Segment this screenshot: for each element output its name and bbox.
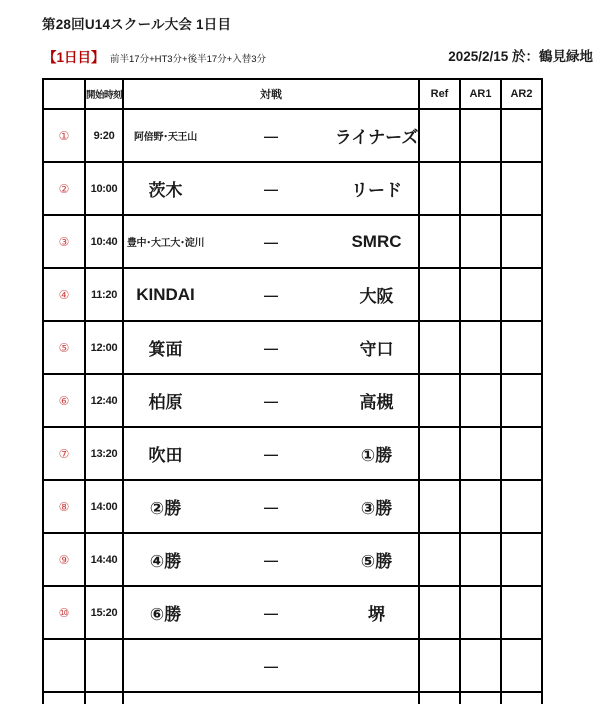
vs-dash: — xyxy=(264,180,278,197)
ar2-cell xyxy=(502,322,543,375)
away-team: ⑤勝 xyxy=(360,552,393,571)
home-team: KINDAI xyxy=(136,284,195,304)
match-wrap xyxy=(124,322,418,373)
vs-dash: — xyxy=(264,392,278,409)
match-number-cell: ⑧ xyxy=(44,481,86,534)
table-row-4 xyxy=(44,269,543,322)
ref-cell xyxy=(420,481,461,534)
schedule-table xyxy=(42,78,543,704)
kickoff-time-cell: 15:20 xyxy=(86,587,124,640)
kickoff-time-cell: 13:20 xyxy=(86,428,124,481)
match-rules: 前半17分+HT3分+後半17分+入替3分 xyxy=(110,54,267,65)
table-header-row xyxy=(44,80,543,110)
ar2-cell xyxy=(502,693,543,704)
home-team: ⑥勝 xyxy=(149,605,182,624)
vs-dash: — xyxy=(264,445,278,462)
match-cell xyxy=(124,216,420,269)
away-team: 高槻 xyxy=(359,393,394,412)
header-number xyxy=(44,80,86,110)
ref-cell xyxy=(420,322,461,375)
match-number-cell: ③ xyxy=(44,216,86,269)
kickoff-time-cell xyxy=(86,640,124,693)
kickoff-time-cell: 10:40 xyxy=(86,216,124,269)
match-cell xyxy=(124,110,420,163)
kickoff-time-cell: 11:20 xyxy=(86,269,124,322)
table-row-1 xyxy=(44,110,543,163)
match-cell xyxy=(124,322,420,375)
match-number-cell: ④ xyxy=(44,269,86,322)
ref-cell xyxy=(420,587,461,640)
header-kickoff: 開始時刻 xyxy=(86,80,124,110)
ar1-cell xyxy=(461,110,502,163)
ar2-cell xyxy=(502,534,543,587)
match-number-cell: ② xyxy=(44,163,86,216)
header-ref: Ref xyxy=(420,80,461,110)
ar1-cell xyxy=(461,163,502,216)
vs-dash: — xyxy=(264,233,278,250)
header-ar2: AR2 xyxy=(502,80,543,110)
away-team: 大阪 xyxy=(359,287,394,306)
vs-dash: — xyxy=(264,498,278,515)
table-row-6 xyxy=(44,375,543,428)
ref-cell xyxy=(420,693,461,704)
match-number-cell xyxy=(44,640,86,693)
ar2-cell xyxy=(502,163,543,216)
ref-cell xyxy=(420,640,461,693)
table-row-7 xyxy=(44,428,543,481)
ar2-cell xyxy=(502,375,543,428)
match-cell xyxy=(124,375,420,428)
match-wrap xyxy=(124,481,418,532)
date-venue: 2025/2/15 於：鶴見緑地 xyxy=(448,49,593,64)
match-number-cell: ① xyxy=(44,110,86,163)
match-wrap xyxy=(124,640,418,691)
kickoff-time-cell xyxy=(86,693,124,704)
kickoff-time-cell: 12:00 xyxy=(86,322,124,375)
match-number-cell: ⑥ xyxy=(44,375,86,428)
ar1-cell xyxy=(461,428,502,481)
away-team: ③勝 xyxy=(360,499,393,518)
match-wrap xyxy=(124,216,418,267)
table-row-9 xyxy=(44,534,543,587)
kickoff-time-cell: 9:20 xyxy=(86,110,124,163)
ar1-cell xyxy=(461,534,502,587)
match-wrap xyxy=(124,428,418,479)
kickoff-time-cell: 12:40 xyxy=(86,375,124,428)
kickoff-time-cell: 10:00 xyxy=(86,163,124,216)
ar2-cell xyxy=(502,110,543,163)
vs-dash: — xyxy=(264,657,278,674)
ar2-cell xyxy=(502,587,543,640)
match-cell xyxy=(124,481,420,534)
ar1-cell xyxy=(461,322,502,375)
header-ar1: AR1 xyxy=(461,80,502,110)
home-team: ②勝 xyxy=(149,499,182,518)
vs-dash: — xyxy=(264,551,278,568)
away-team: ライナーズ xyxy=(334,128,419,147)
away-team: ①勝 xyxy=(360,446,393,465)
match-number-cell: ⑩ xyxy=(44,587,86,640)
home-team: ④勝 xyxy=(149,552,182,571)
ref-cell xyxy=(420,534,461,587)
ar2-cell xyxy=(502,640,543,693)
match-cell xyxy=(124,534,420,587)
ar1-cell xyxy=(461,216,502,269)
ref-cell xyxy=(420,375,461,428)
home-team: 柏原 xyxy=(148,393,183,412)
table-row-12 xyxy=(44,693,543,704)
away-team: リード xyxy=(351,181,402,200)
table-body xyxy=(44,110,543,704)
ref-cell xyxy=(420,110,461,163)
home-team: 豊中･大工大･淀川 xyxy=(126,238,205,249)
ar2-cell xyxy=(502,481,543,534)
kickoff-time-cell: 14:40 xyxy=(86,534,124,587)
match-number-cell xyxy=(44,693,86,704)
ref-cell xyxy=(420,216,461,269)
away-team: 堺 xyxy=(368,605,385,624)
match-cell xyxy=(124,163,420,216)
match-cell xyxy=(124,269,420,322)
home-team: 茨木 xyxy=(148,181,183,200)
vs-dash: — xyxy=(264,604,278,621)
match-wrap xyxy=(124,110,418,161)
match-wrap xyxy=(124,375,418,426)
ar1-cell xyxy=(461,693,502,704)
home-team: 吹田 xyxy=(148,446,183,465)
match-cell xyxy=(124,640,420,693)
vs-dash: — xyxy=(264,286,278,303)
table-row-5 xyxy=(44,322,543,375)
kickoff-time-cell: 14:00 xyxy=(86,481,124,534)
vs-dash: — xyxy=(264,127,278,144)
ar2-cell xyxy=(502,269,543,322)
match-number-cell: ⑦ xyxy=(44,428,86,481)
ar2-cell xyxy=(502,216,543,269)
day-label: 【1日目】 xyxy=(43,50,105,65)
away-team: SMRC xyxy=(351,231,402,251)
ref-cell xyxy=(420,269,461,322)
match-wrap xyxy=(124,534,418,585)
page-title: 第28回U14スクール大会 1日目 xyxy=(42,17,232,32)
ref-cell xyxy=(420,428,461,481)
table-row-8 xyxy=(44,481,543,534)
ar1-cell xyxy=(461,640,502,693)
match-cell xyxy=(124,587,420,640)
vs-dash: — xyxy=(264,339,278,356)
home-team: 箕面 xyxy=(148,340,183,359)
ref-cell xyxy=(420,163,461,216)
table-row-2 xyxy=(44,163,543,216)
away-team: 守口 xyxy=(359,340,394,359)
ar2-cell xyxy=(502,428,543,481)
table-row-10 xyxy=(44,587,543,640)
match-number-cell: ⑤ xyxy=(44,322,86,375)
match-number-cell: ⑨ xyxy=(44,534,86,587)
match-cell xyxy=(124,693,420,704)
ar1-cell xyxy=(461,587,502,640)
table-row-3 xyxy=(44,216,543,269)
home-team: 阿倍野･天王山 xyxy=(134,132,197,143)
ar1-cell xyxy=(461,375,502,428)
match-wrap xyxy=(124,163,418,214)
match-wrap xyxy=(124,269,418,320)
ar1-cell xyxy=(461,269,502,322)
match-wrap xyxy=(124,587,418,638)
match-cell xyxy=(124,428,420,481)
header-match: 対戦 xyxy=(124,80,420,110)
match-wrap xyxy=(124,693,418,704)
ar1-cell xyxy=(461,481,502,534)
table-row-11 xyxy=(44,640,543,693)
